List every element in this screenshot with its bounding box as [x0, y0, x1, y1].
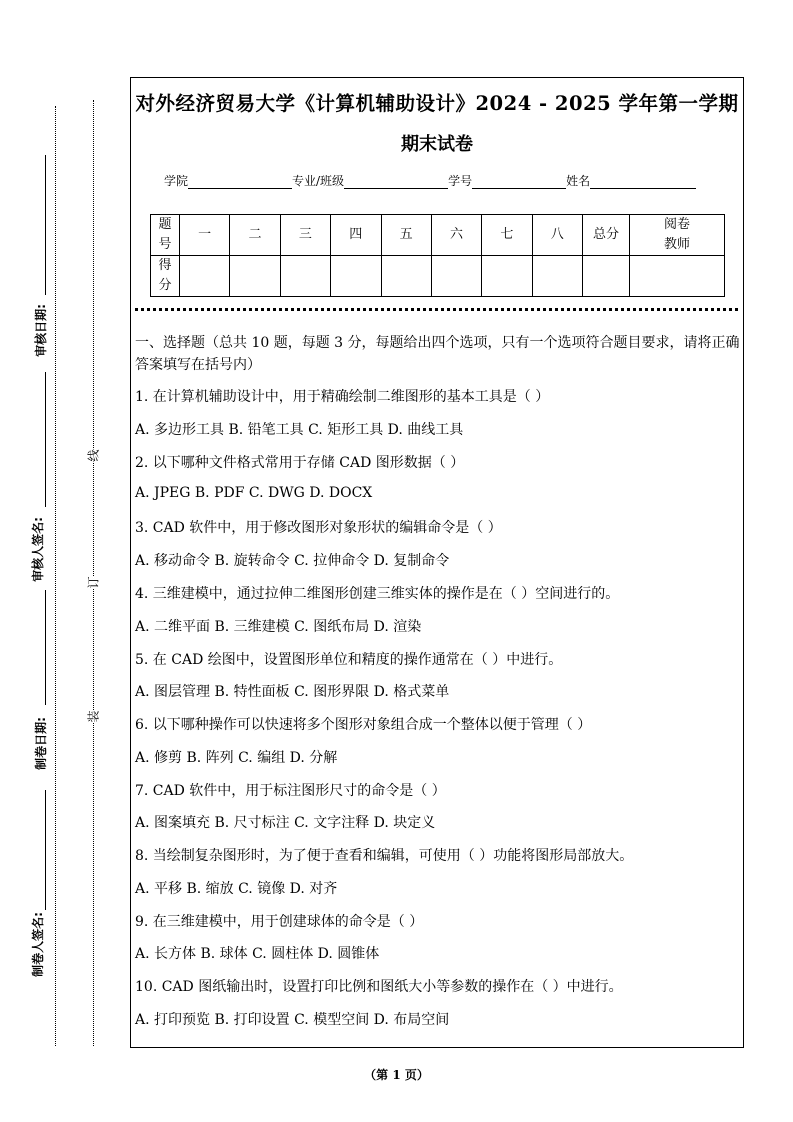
question-text: 6. 以下哪种操作可以快速将多个图形对象组合成一个整体以便于管理（ ）: [135, 717, 592, 733]
reviewer-date-label: 审核日期:: [33, 304, 48, 357]
col-header: 六: [431, 215, 481, 256]
score-cell[interactable]: [280, 256, 330, 297]
question-text: 7. CAD 软件中，用于标注图形尺寸的命令是（ ）: [135, 783, 446, 799]
binding-mark-line: 线: [86, 449, 101, 462]
section-divider: [135, 308, 738, 311]
exam-subtitle: 期末试卷: [401, 134, 473, 155]
score-cell[interactable]: [482, 256, 532, 297]
college-blank[interactable]: [188, 175, 292, 189]
question-options: A. 二维平面 B. 三维建模 C. 图纸布局 D. 渲染: [135, 619, 422, 635]
col-header: 五: [381, 215, 431, 256]
question-options: A. 修剪 B. 阵列 C. 编组 D. 分解: [135, 750, 338, 766]
question-options: A. 长方体 B. 球体 C. 圆柱体 D. 圆锥体: [135, 946, 380, 962]
question-options: A. 图层管理 B. 特性面板 C. 图形界限 D. 格式菜单: [135, 684, 450, 700]
question-text: 5. 在 CAD 绘图中，设置图形单位和精度的操作通常在（ ）中进行。: [135, 652, 563, 668]
maker-date-label: 制卷日期:: [33, 717, 48, 770]
score-cell[interactable]: [583, 256, 630, 297]
col-header-total: 总分: [583, 215, 630, 256]
question-options: A. 多边形工具 B. 铅笔工具 C. 矩形工具 D. 曲线工具: [135, 422, 464, 438]
student-id-label: 学号: [448, 174, 473, 188]
maker-sign-label: 制卷人签名:: [30, 912, 45, 977]
col-header: 四: [331, 215, 381, 256]
question-options: A. 图案填充 B. 尺寸标注 C. 文字注释 D. 块定义: [135, 815, 436, 831]
college-label: 学院: [164, 174, 189, 188]
section-heading: 一、选择题（总共 10 题，每题 3 分，每题给出四个选项，只有一个选项符合题目要求，请将正确答案填写在括号内）: [135, 335, 740, 373]
maker-date-blank: [45, 590, 46, 705]
major-blank[interactable]: [344, 175, 448, 189]
question-text: 2. 以下哪种文件格式常用于存储 CAD 图形数据（ ）: [135, 455, 465, 471]
binding-mark-staple: 装: [86, 710, 101, 723]
maker-sign-blank: [45, 790, 46, 910]
question-options: A. JPEG B. PDF C. DWG D. DOCX: [135, 485, 373, 501]
reviewer-sign-blank: [45, 372, 46, 507]
col-header: 八: [532, 215, 582, 256]
question-options: A. 平移 B. 缩放 C. 镜像 D. 对齐: [135, 881, 338, 897]
col-header: 二: [230, 215, 280, 256]
question-text: 1. 在计算机辅助设计中，用于精确绘制二维图形的基本工具是（ ）: [135, 389, 550, 405]
question-text: 9. 在三维建模中，用于创建球体的命令是（ ）: [135, 914, 424, 930]
question-text: 4. 三维建模中，通过拉伸二维图形创建三维实体的操作是在（ ）空间进行的。: [135, 586, 620, 602]
name-label: 姓名: [566, 174, 591, 188]
col-header: 一: [180, 215, 230, 256]
question-options: A. 打印预览 B. 打印设置 C. 模型空间 D. 布局空间: [135, 1012, 450, 1028]
left-dotted-line: [55, 106, 56, 1046]
col-header-grader: 阅卷教师: [630, 215, 725, 256]
col-header: 三: [280, 215, 330, 256]
score-cell[interactable]: [381, 256, 431, 297]
score-cell[interactable]: [180, 256, 230, 297]
major-label: 专业/班级: [292, 174, 345, 188]
exam-title: 对外经济贸易大学《计算机辅助设计》2024 - 2025 学年第一学期: [135, 92, 739, 115]
score-header-row: [151, 215, 725, 256]
row-label-question: 题号: [151, 215, 180, 256]
question-text: 10. CAD 图纸输出时，设置打印比例和图纸大小等参数的操作在（ ）中进行。: [135, 979, 623, 995]
binding-mark-bind: 订: [86, 576, 101, 589]
question-options: A. 移动命令 B. 旋转命令 C. 拉伸命令 D. 复制命令: [135, 553, 450, 569]
student-id-blank[interactable]: [472, 175, 566, 189]
reviewer-sign-label: 审核人签名:: [30, 517, 45, 582]
student-info-row: [164, 172, 696, 189]
question-text: 8. 当绘制复杂图形时，为了便于查看和编辑，可使用（ ）功能将图形局部放大。: [135, 848, 634, 864]
question-text: 3. CAD 软件中，用于修改图形对象形状的编辑命令是（ ）: [135, 520, 502, 536]
score-value-row: [151, 256, 725, 297]
score-cell[interactable]: [331, 256, 381, 297]
row-label-score: 得分: [151, 256, 180, 297]
score-cell[interactable]: [532, 256, 582, 297]
binding-dotted-line: [93, 100, 94, 1046]
name-blank[interactable]: [590, 175, 696, 189]
col-header: 七: [482, 215, 532, 256]
score-cell[interactable]: [431, 256, 481, 297]
score-cell[interactable]: [630, 256, 725, 297]
score-table: [150, 214, 725, 297]
page-number: （第 1 页）: [364, 1068, 429, 1082]
reviewer-date-blank: [45, 155, 46, 295]
score-cell[interactable]: [230, 256, 280, 297]
